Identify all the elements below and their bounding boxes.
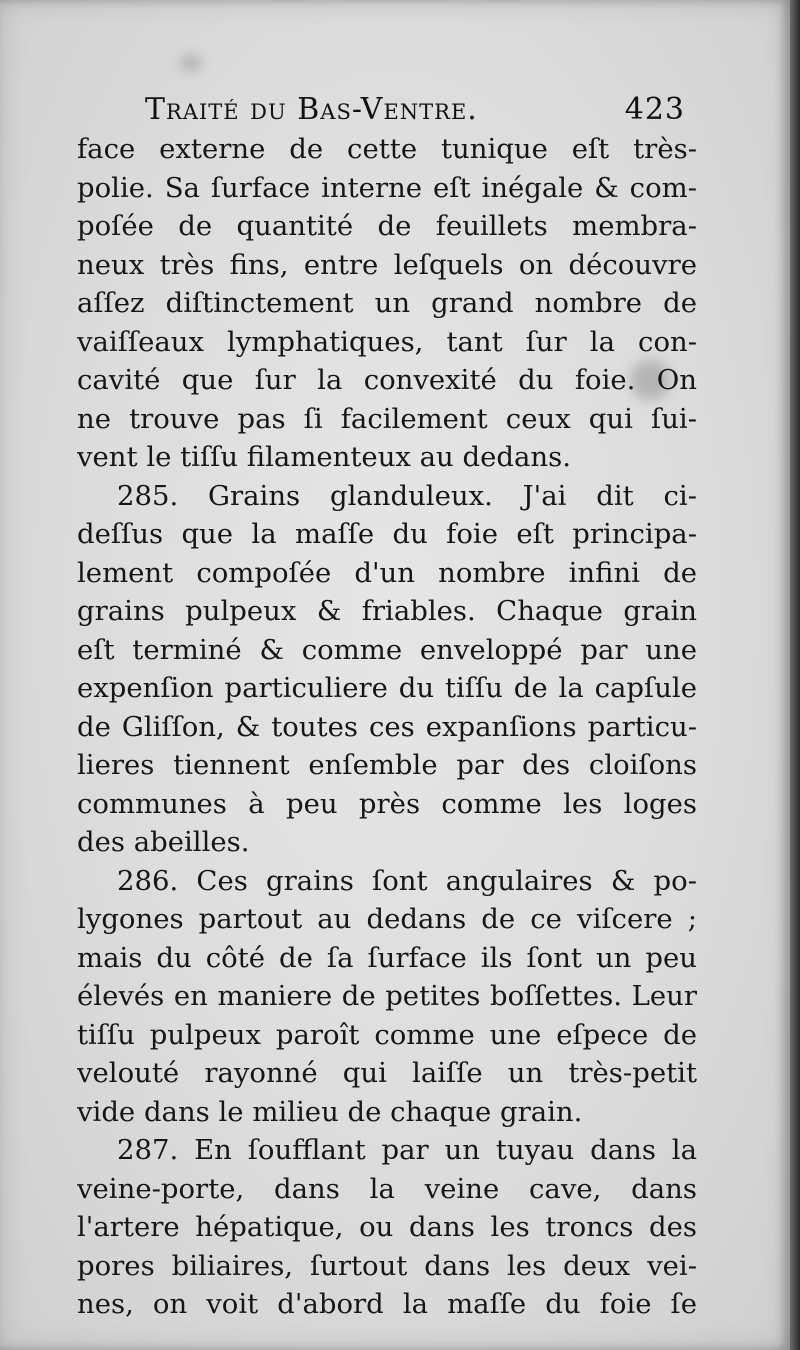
text-line: lygones partout au dedans de ce viſcere ;	[77, 903, 697, 935]
text-line: grains pulpeux & friables. Chaque grain	[77, 595, 697, 627]
text-line: communes à peu près comme les loges	[77, 787, 697, 820]
text-line: polie. Sa ſurface interne eſt inégale & com-	[77, 171, 697, 204]
text-line: pores biliaires, ſurtout dans les deux vei-	[77, 1249, 697, 1282]
text-line: vent le tiſſu filamenteux au dedans.	[77, 441, 571, 473]
running-header	[145, 92, 685, 132]
text-line: expenſion particuliere du tiſſu de la capſule	[77, 672, 697, 704]
text-line: vaiſſeaux lymphatiques, tant ſur la con-	[77, 325, 697, 358]
section-heading-line: 285. Grains glanduleux. J'ai dit ci-	[117, 479, 697, 512]
running-title: Traité du Bas-Ventre.	[145, 92, 478, 127]
text-line: cavité que ſur la convexité du foie. On	[77, 364, 697, 396]
text-line: tiſſu pulpeux paroît comme une eſpece de	[77, 1018, 697, 1051]
text-line: l'artere hépatique, ou dans les troncs des	[77, 1211, 697, 1243]
paragraph-start-line: 287. En ſoufflant par un tuyau dans la	[117, 1134, 697, 1166]
paragraph-start-line: 286. Ces grains ſont angulaires & po-	[117, 864, 697, 897]
text-line: des abeilles.	[77, 826, 250, 858]
body-text	[77, 130, 697, 1324]
text-line: eſt terminé & comme enveloppé par une	[77, 633, 697, 666]
page-edge-shadow	[790, 0, 800, 1350]
text-line: velouté rayonné qui laiſſe un très-petit	[77, 1057, 697, 1089]
text-line: deſſus que la maſſe du foie eſt principa-	[77, 518, 697, 550]
text-line: de Gliſſon, & toutes ces expanſions particu-	[77, 710, 697, 743]
text-line: vide dans le milieu de chaque grain.	[77, 1095, 583, 1128]
page-stain	[180, 55, 202, 71]
text-line: lement compoſée d'un nombre infini de	[77, 556, 697, 589]
text-line: mais du côté de ſa ſurface ils ſont un peu	[77, 941, 697, 974]
text-line: veine-porte, dans la veine cave, dans	[77, 1172, 697, 1205]
text-line: ne trouve pas ſi facilement ceux qui ſui-	[77, 402, 697, 435]
text-line: poſée de quantité de feuillets membra-	[77, 210, 697, 242]
text-line: élevés en maniere de petites boſſettes. Leur	[77, 980, 697, 1012]
page-number: 423	[624, 92, 685, 127]
text-line: lieres tiennent enſemble par des cloiſons	[77, 749, 697, 781]
text-line: neux très fins, entre leſquels on découvre	[77, 248, 697, 281]
text-line: aſſez diſtinctement un grand nombre de	[77, 287, 697, 319]
text-line: face externe de cette tunique eſt très-	[77, 133, 697, 165]
text-line: nes, on voit d'abord la maſſe du foie ſe	[77, 1288, 697, 1320]
